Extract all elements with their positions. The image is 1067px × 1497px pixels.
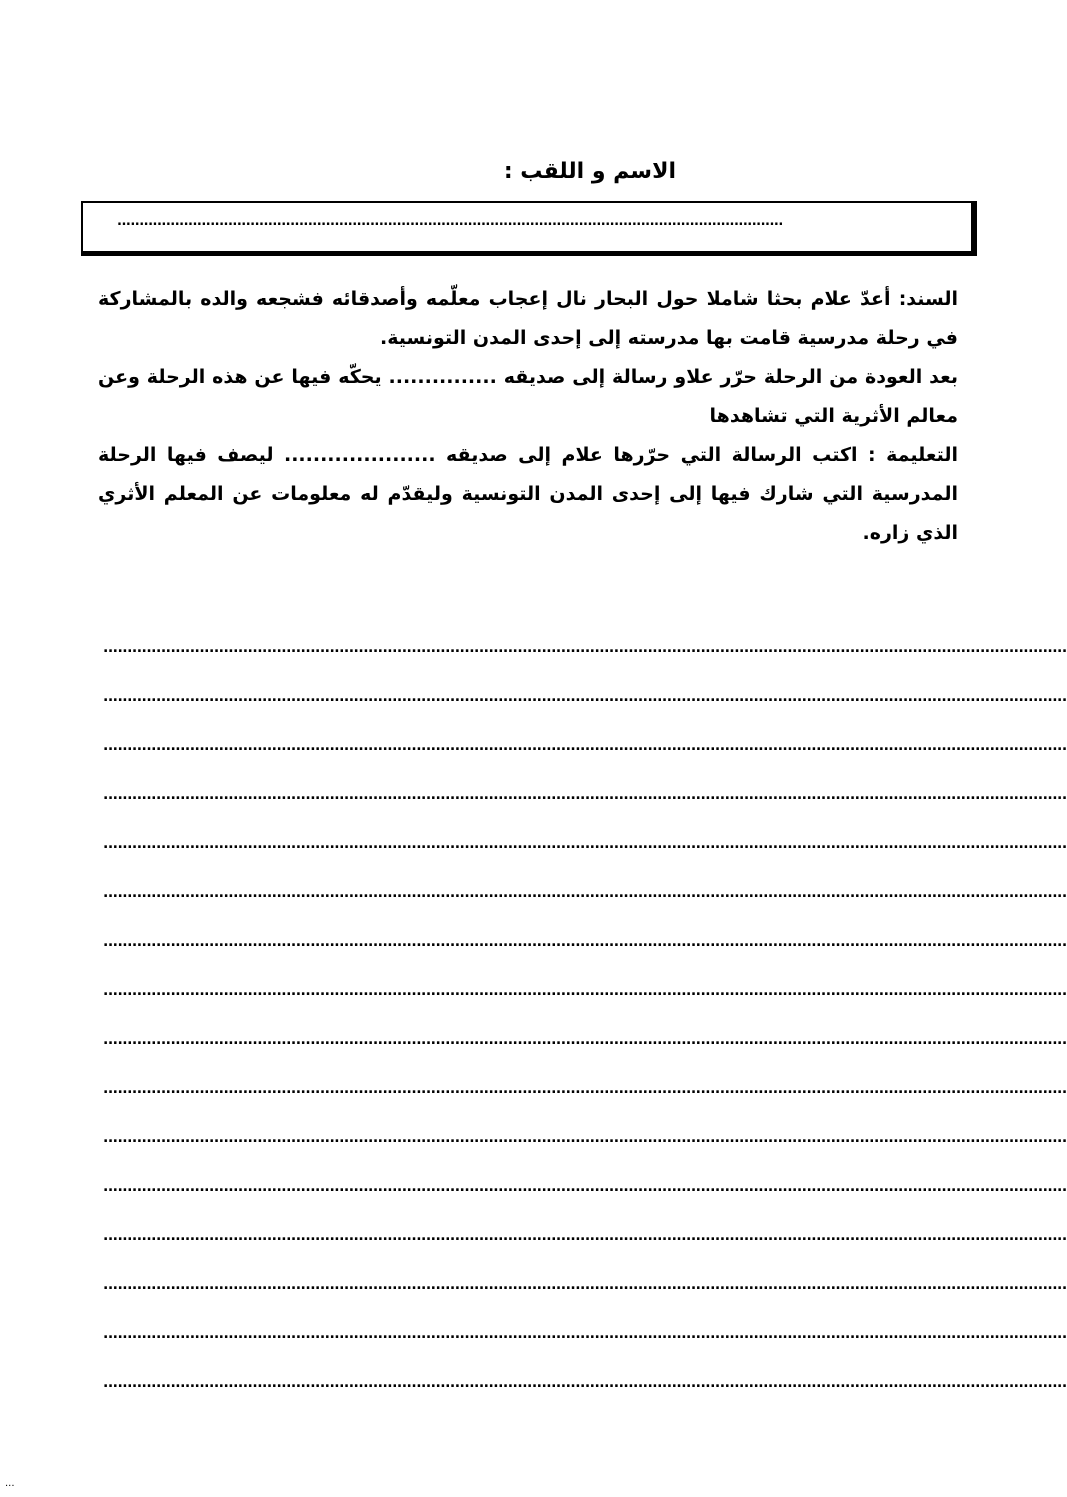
name-field-dots: ...................................................................................................................................................... (117, 214, 783, 229)
writing-line[interactable]: ........................................................................................................................................................................................................ (103, 689, 1067, 705)
writing-line[interactable]: ........................................................................................................................................................................................................ (103, 787, 1067, 803)
support-text: أعدّ علام بحثا شاملا حول البحار نال إعجاب معلّمه وأصدقائه فشجعه والده بالمشاركة في رحلة مدرسية قامت بها مدرسته إلى إحدى المدن التونسية. (98, 288, 958, 349)
writing-line[interactable]: ........................................................................................................................................................................................................ (103, 1228, 1067, 1244)
writing-line[interactable]: ........................................................................................................................................................................................................ (103, 934, 1067, 950)
footer-mark: ... (5, 1478, 15, 1489)
instruction-label: التعليمة : (868, 444, 958, 466)
writing-line[interactable]: ........................................................................................................................................................................................................ (103, 1130, 1067, 1146)
instruction-paragraph (98, 436, 958, 553)
name-field-box[interactable] (81, 201, 977, 256)
followup-paragraph: بعد العودة من الرحلة حرّر علاو رسالة إلى صديقه ............... يحكّه فيها عن هذه الرحلة وعن معالم الأثرية التي تشاهدها (98, 366, 958, 427)
instruction-text: اكتب الرسالة التي حرّرها علام إلى صديقه ..................... ليصف فيها الرحلة المدرسية التي شارك فيها إلى إحدى المدن التونسية وليقدّم له معلومات عن المعلم الأثري الذي زاره. (98, 444, 958, 544)
writing-line[interactable]: ........................................................................................................................................................................................................ (103, 1179, 1067, 1195)
writing-area[interactable] (103, 634, 1067, 1418)
writing-line[interactable]: ........................................................................................................................................................................................................ (103, 885, 1067, 901)
writing-line[interactable]: ........................................................................................................................................................................................................ (103, 1375, 1067, 1391)
name-label: الاسم و اللقب : (503, 159, 676, 184)
writing-line[interactable]: ........................................................................................................................................................................................................ (103, 1032, 1067, 1048)
support-paragraph (98, 280, 958, 358)
prompt-text (98, 280, 958, 553)
writing-line[interactable]: ........................................................................................................................................................................................................ (103, 836, 1067, 852)
writing-line[interactable]: ........................................................................................................................................................................................................ (103, 1277, 1067, 1293)
writing-line[interactable]: ........................................................................................................................................................................................................ (103, 640, 1067, 656)
support-label: السند: (898, 288, 958, 310)
writing-line[interactable]: ........................................................................................................................................................................................................ (103, 983, 1067, 999)
writing-line[interactable]: ........................................................................................................................................................................................................ (103, 1081, 1067, 1097)
writing-line[interactable]: ........................................................................................................................................................................................................ (103, 738, 1067, 754)
writing-line[interactable]: ........................................................................................................................................................................................................ (103, 1326, 1067, 1342)
